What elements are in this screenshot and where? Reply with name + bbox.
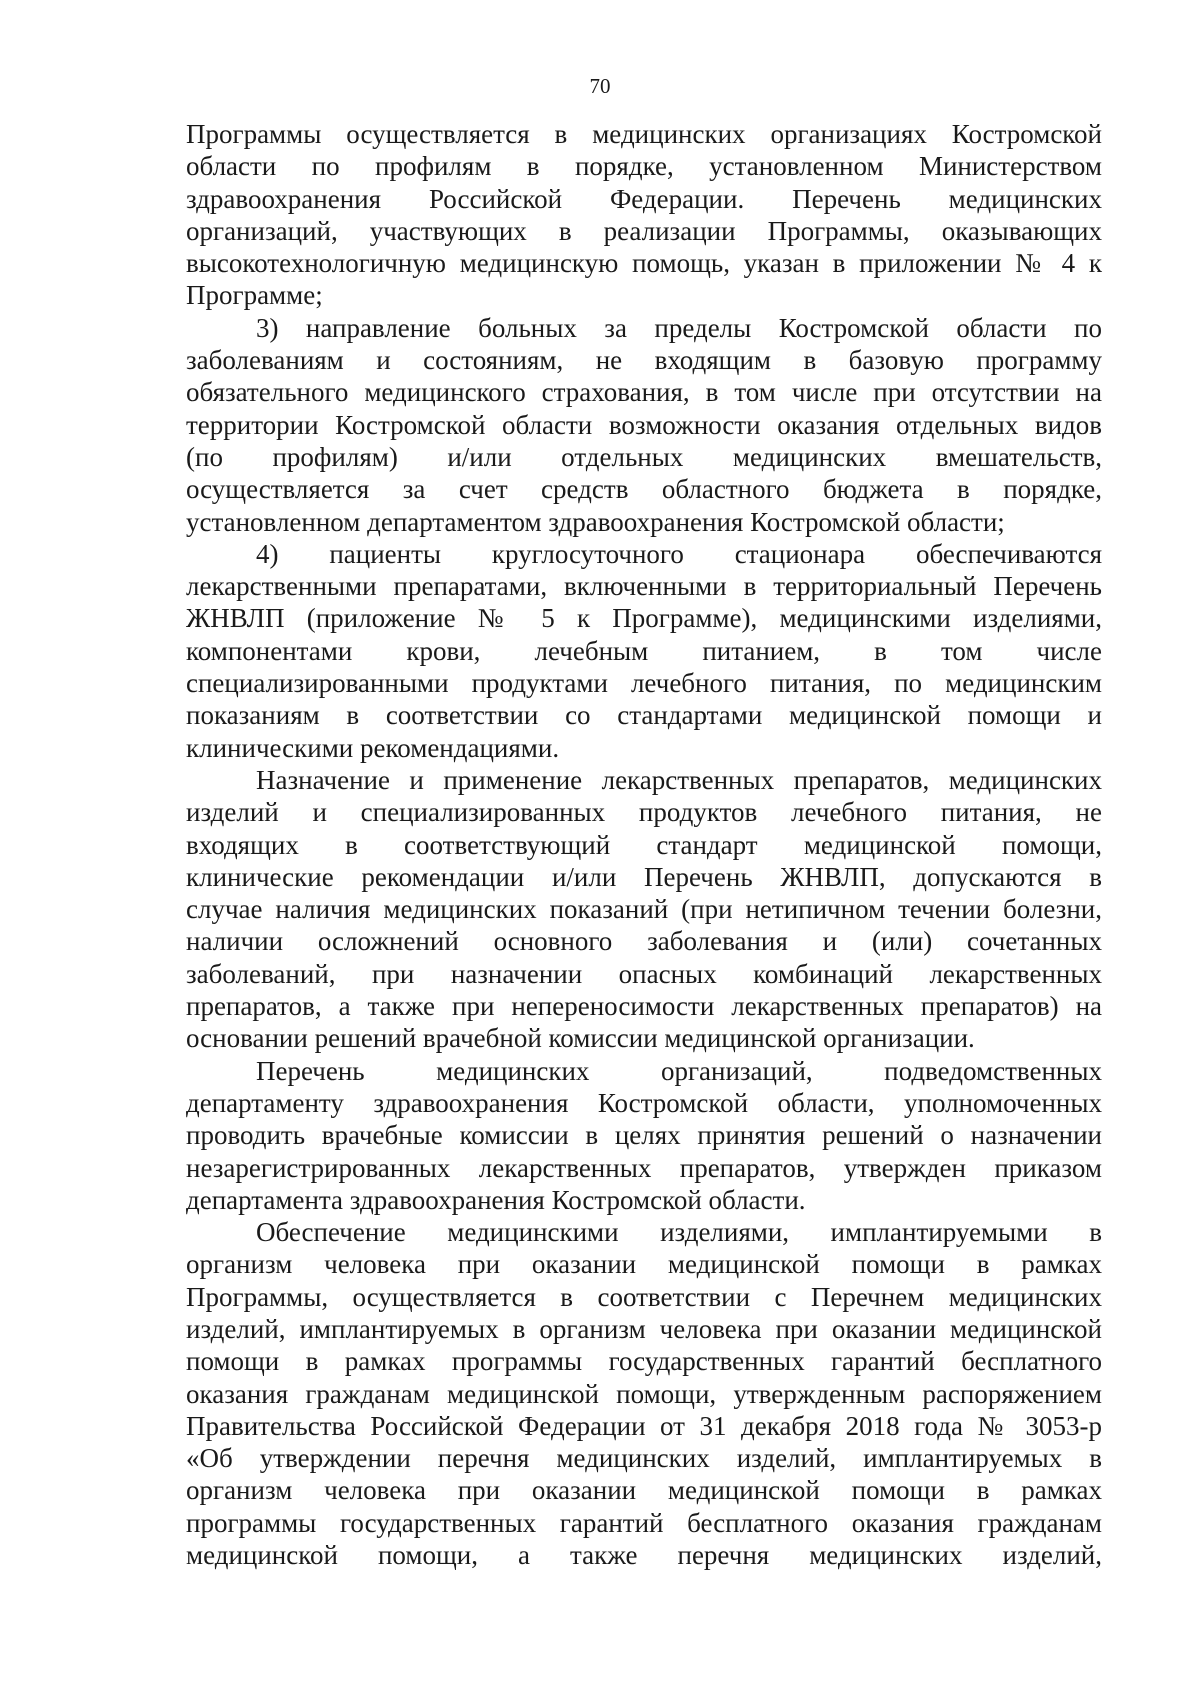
text-line: клинические рекомендации и/или Перечень ЖНВЛП, допускаются в xyxy=(186,861,1102,892)
text-line: специализированными продуктами лечебного питания, по медицинским xyxy=(186,668,1102,699)
text-line: (по профилям) и/или отдельных медицинских вмешательств, xyxy=(186,441,1102,472)
text-line: проводить врачебные комиссии в целях принятия решений о назначении xyxy=(186,1120,1102,1151)
text-line: департаменту здравоохранения Костромской области, уполномоченных xyxy=(186,1087,1102,1118)
text-line: организаций, участвующих в реализации Программы, оказывающих xyxy=(186,215,1102,246)
text-line: входящих в соответствующий стандарт медицинской помощи, xyxy=(186,829,1102,860)
text-line: клиническими рекомендациями. xyxy=(186,732,560,763)
text-line: наличии осложнений основного заболевания и (или) сочетанных xyxy=(186,926,1102,957)
page-number: 70 xyxy=(589,74,611,98)
text-line: здравоохранения Российской Федерации. Перечень медицинских xyxy=(186,183,1102,214)
text-line: изделий и специализированных продуктов лечебного питания, не xyxy=(186,797,1102,828)
text-line: осуществляется за счет средств областного бюджета в порядке, xyxy=(186,474,1102,505)
text-line: ЖНВЛП (приложение № 5 к Программе), медицинскими изделиями, xyxy=(186,603,1102,634)
text-line: случае наличия медицинских показаний (при нетипичном течении болезни, xyxy=(186,894,1102,925)
text-line: оказания гражданам медицинской помощи, утвержденным распоряжением xyxy=(186,1378,1102,1409)
text-line: заболеваний, при назначении опасных комбинаций лекарственных xyxy=(186,958,1102,989)
text-line: Программы, осуществляется в соответствии с Перечнем медицинских xyxy=(186,1281,1102,1312)
text-line: департамента здравоохранения Костромской области. xyxy=(186,1184,806,1215)
text-line: 3) направление больных за пределы Костромской области по xyxy=(256,312,1102,343)
text-line: области по профилям в порядке, установленном Министерством xyxy=(186,151,1102,182)
text-line: Программе; xyxy=(186,280,323,311)
text-line: медицинской помощи, а также перечня медицинских изделий, xyxy=(186,1540,1102,1571)
text-line: обязательного медицинского страхования, в том числе при отсутствии на xyxy=(186,377,1102,408)
text-line: показаниям в соответствии со стандартами медицинской помощи и xyxy=(186,700,1102,731)
text-line: заболеваниям и состояниям, не входящим в базовую программу xyxy=(186,345,1102,376)
text-line: препаратов, а также при непереносимости лекарственных препаратов) на xyxy=(186,991,1102,1022)
text-line: Обеспечение медицинскими изделиями, имплантируемыми в xyxy=(256,1217,1102,1248)
text-line: незарегистрированных лекарственных препаратов, утвержден приказом xyxy=(186,1152,1102,1183)
text-line: установленном департаментом здравоохранения Костромской области; xyxy=(186,506,1005,537)
text-line: 4) пациенты круглосуточного стационара обеспечиваются xyxy=(256,538,1102,569)
text-line: Программы осуществляется в медицинских организациях Костромской xyxy=(186,119,1102,149)
text-line: организм человека при оказании медицинской помощи в рамках xyxy=(186,1475,1102,1506)
text-line: помощи в рамках программы государственных гарантий бесплатного xyxy=(186,1346,1102,1377)
body-text xyxy=(186,118,1102,1571)
text-line: Назначение и применение лекарственных препаратов, медицинских xyxy=(256,764,1102,795)
text-line: компонентами крови, лечебным питанием, в том числе xyxy=(186,635,1102,666)
text-line: изделий, имплантируемых в организм человека при оказании медицинской xyxy=(186,1313,1102,1344)
text-line: Перечень медицинских организаций, подведомственных xyxy=(256,1055,1102,1086)
text-line: организм человека при оказании медицинской помощи в рамках xyxy=(186,1249,1102,1280)
text-line: «Об утверждении перечня медицинских изделий, имплантируемых в xyxy=(186,1443,1102,1474)
text-line: основании решений врачебной комиссии медицинской организации. xyxy=(186,1023,975,1054)
text-line: территории Костромской области возможности оказания отдельных видов xyxy=(186,409,1102,440)
text-line: программы государственных гарантий бесплатного оказания гражданам xyxy=(186,1507,1102,1538)
text-line: лекарственными препаратами, включенными в территориальный Перечень xyxy=(186,571,1102,602)
text-line: высокотехнологичную медицинскую помощь, указан в приложении № 4 к xyxy=(186,248,1102,279)
text-line: Правительства Российской Федерации от 31 декабря 2018 года № 3053-р xyxy=(186,1410,1102,1441)
